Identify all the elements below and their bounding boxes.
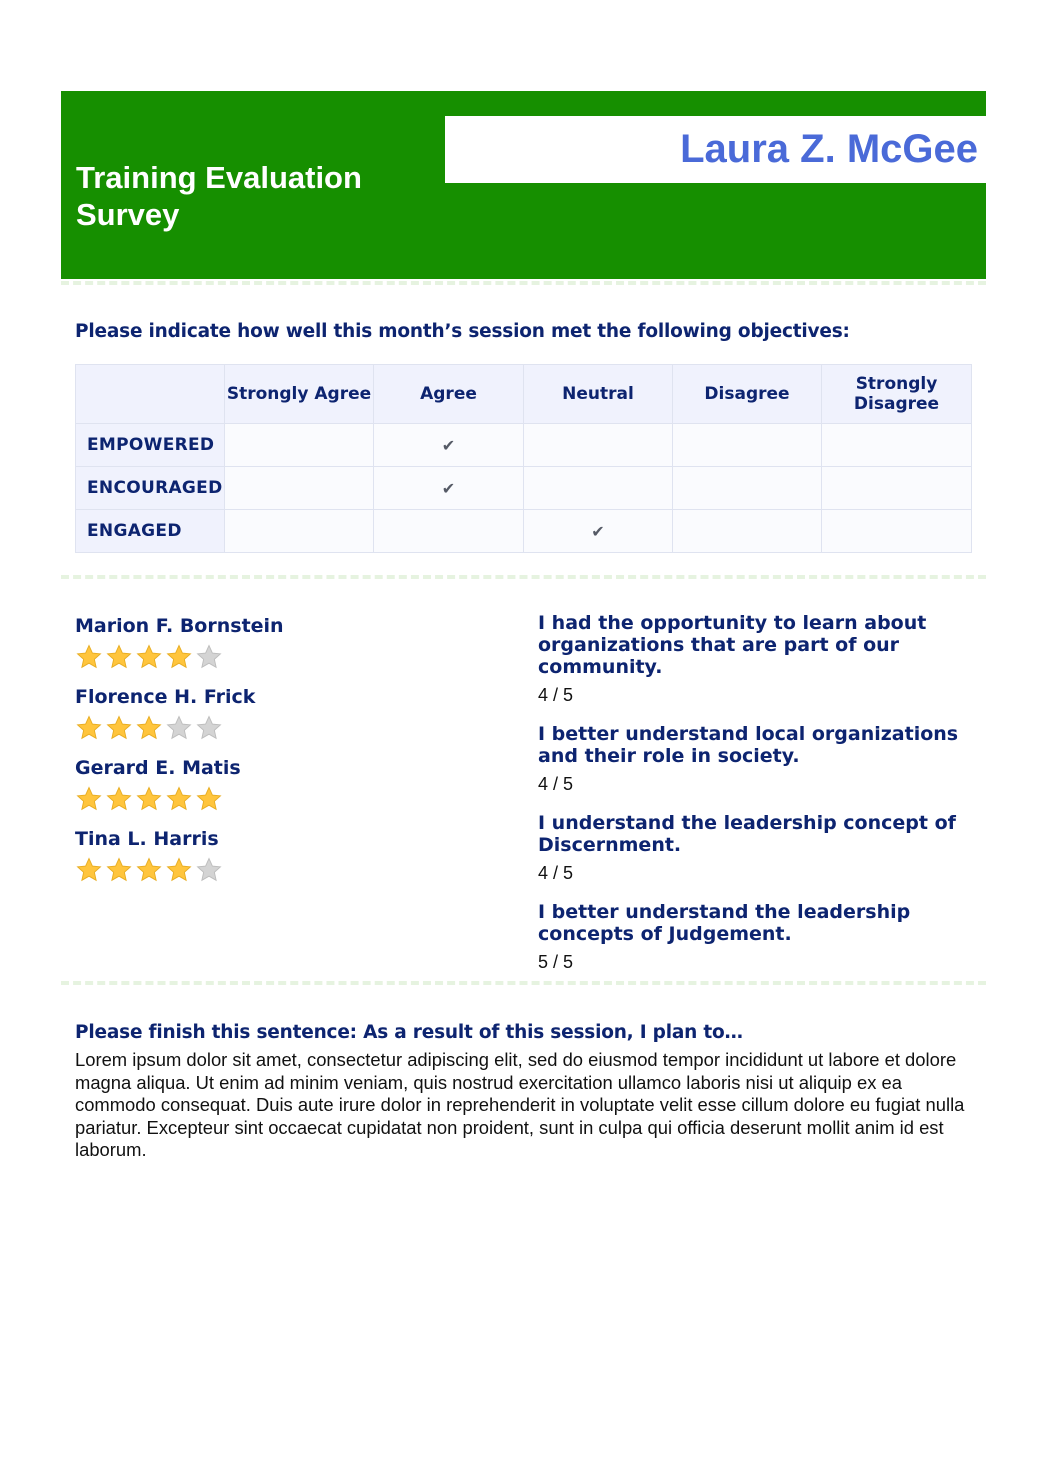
star-empty-icon	[165, 714, 193, 742]
objectives-table	[75, 364, 972, 553]
star-filled-icon	[75, 785, 103, 813]
star-rating	[75, 785, 495, 813]
rating-cell[interactable]	[524, 424, 673, 467]
statement-item	[538, 723, 978, 795]
rating-cell[interactable]	[225, 510, 374, 553]
col-header: Agree	[374, 365, 524, 424]
statement-item	[538, 901, 978, 973]
table-row	[76, 467, 972, 510]
star-filled-icon	[135, 856, 163, 884]
reviewer-item	[75, 612, 495, 683]
statement-text: I better understand the leadership concepts of Judgement.	[538, 901, 911, 945]
name-box	[445, 116, 986, 183]
star-filled-icon	[105, 856, 133, 884]
rating-cell[interactable]	[822, 424, 972, 467]
statement-item	[538, 612, 978, 706]
reviewer-ratings	[75, 612, 495, 896]
table-row	[76, 510, 972, 553]
reviewer-name: Florence H. Frick	[75, 686, 256, 708]
col-header: Neutral	[524, 365, 673, 424]
star-filled-icon	[105, 643, 133, 671]
star-empty-icon	[195, 714, 223, 742]
statement-item	[538, 812, 978, 884]
star-filled-icon	[135, 643, 163, 671]
check-icon: ✔	[591, 521, 605, 541]
col-header: Strongly Disagree	[822, 365, 972, 424]
reviewer-item	[75, 825, 495, 896]
table-header-blank	[76, 365, 225, 424]
star-filled-icon	[165, 856, 193, 884]
star-empty-icon	[195, 856, 223, 884]
star-empty-icon	[195, 643, 223, 671]
rating-cell[interactable]	[374, 467, 524, 510]
rating-cell[interactable]	[524, 510, 673, 553]
star-filled-icon	[165, 785, 193, 813]
section-divider	[61, 281, 986, 285]
star-filled-icon	[135, 714, 163, 742]
rating-cell[interactable]	[374, 510, 524, 553]
objectives-heading: Please indicate how well this month’s session met the following objectives:	[75, 321, 850, 342]
rating-cell[interactable]	[822, 467, 972, 510]
check-icon: ✔	[441, 435, 456, 455]
row-label: ENGAGED	[76, 510, 225, 553]
rating-cell[interactable]	[673, 467, 822, 510]
reviewer-name: Marion F. Bornstein	[75, 615, 284, 637]
rating-cell[interactable]	[374, 424, 524, 467]
finish-sentence-body: Lorem ipsum dolor sit amet, consectetur adipiscing elit, sed do eiusmod tempor incididunt ut labore et dolore magna aliqua. Ut enim ad minim veniam, quis nostrud exercitation ullamco laboris nisi ut aliquip ex ea commodo consequat. Duis aute irure dolor in reprehenderit in voluptate velit esse cillum dolore eu fugiat nulla pariatur. Excepteur sint occaecat cupidatat non proident, sunt in culpa qui officia deserunt mollit anim id est laborum.	[75, 1049, 965, 1160]
star-rating	[75, 714, 495, 742]
section-divider	[61, 981, 986, 985]
section-divider	[61, 575, 986, 579]
star-filled-icon	[75, 856, 103, 884]
statement-text: I better understand local organizations and their role in society.	[538, 723, 959, 767]
star-filled-icon	[165, 643, 193, 671]
rating-cell[interactable]	[524, 467, 673, 510]
rating-cell[interactable]	[822, 510, 972, 553]
star-filled-icon	[105, 785, 133, 813]
document-title: Training Evaluation Survey	[76, 160, 362, 232]
reviewer-name: Tina L. Harris	[75, 828, 219, 850]
star-filled-icon	[135, 785, 163, 813]
star-filled-icon	[195, 785, 223, 813]
col-header: Disagree	[673, 365, 822, 424]
statement-text: I understand the leadership concept of Discernment.	[538, 812, 956, 856]
rating-cell[interactable]	[225, 424, 374, 467]
rating-cell[interactable]	[673, 510, 822, 553]
reviewer-item	[75, 683, 495, 754]
participant-name: Laura Z. McGee	[680, 127, 978, 171]
statement-scores	[538, 612, 978, 990]
star-rating	[75, 643, 495, 671]
rating-cell[interactable]	[673, 424, 822, 467]
star-filled-icon	[75, 643, 103, 671]
reviewer-item	[75, 754, 495, 825]
statement-score: 4 / 5	[538, 774, 574, 794]
table-row	[76, 424, 972, 467]
check-icon: ✔	[441, 478, 456, 498]
col-header: Strongly Agree	[225, 365, 374, 424]
statement-text: I had the opportunity to learn about organizations that are part of our community.	[538, 612, 927, 678]
table-header-row	[76, 365, 972, 424]
statement-score: 4 / 5	[538, 863, 574, 883]
header-banner	[61, 91, 986, 279]
star-filled-icon	[75, 714, 103, 742]
statement-score: 5 / 5	[538, 952, 574, 972]
row-label: EMPOWERED	[76, 424, 225, 467]
finish-sentence-heading: Please finish this sentence: As a result of this session, I plan to…	[75, 1022, 743, 1043]
statement-score: 4 / 5	[538, 685, 574, 705]
star-filled-icon	[105, 714, 133, 742]
star-rating	[75, 856, 495, 884]
row-label: ENCOURAGED	[76, 467, 225, 510]
rating-cell[interactable]	[225, 467, 374, 510]
reviewer-name: Gerard E. Matis	[75, 757, 241, 779]
